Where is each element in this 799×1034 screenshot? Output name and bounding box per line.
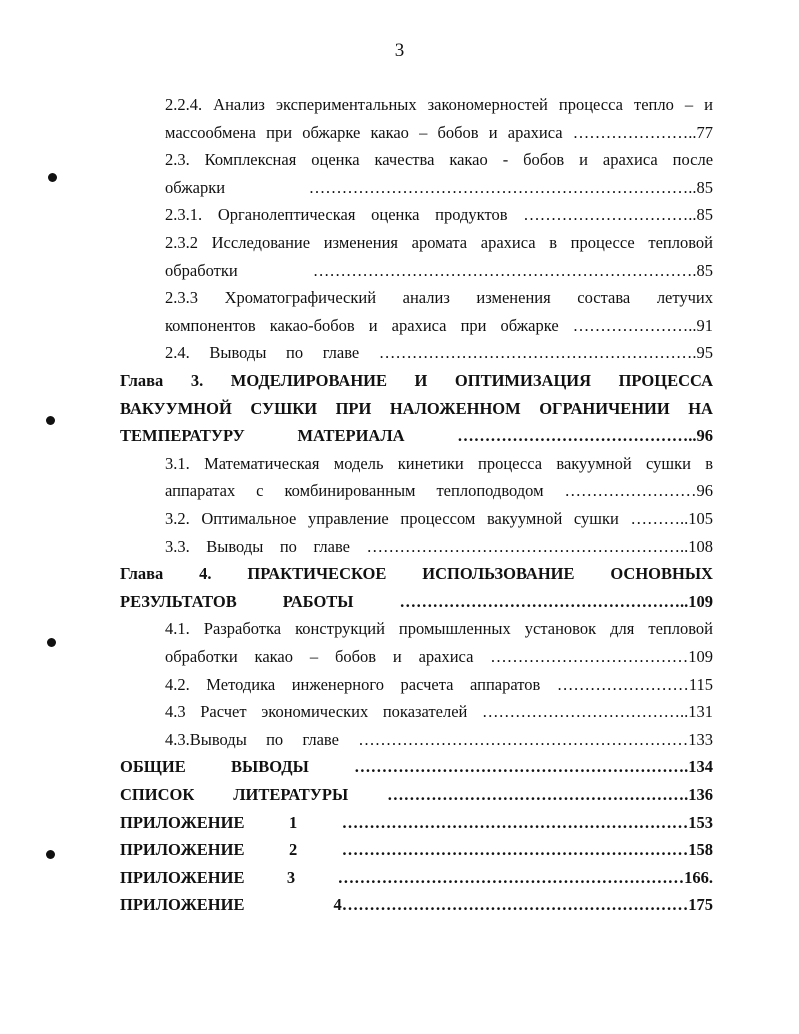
toc-section-line: ПРИЛОЖЕНИЕ 4………………………………………………………175 (120, 895, 713, 915)
toc-subsection-line: обработки какао – бобов и арахиса ………………………………109 (165, 647, 713, 666)
toc-section-line: РЕЗУЛЬТАТОВ РАБОТЫ ……………………………………………..109 (120, 591, 713, 611)
toc-subsection-line: 3.1. Математическая модель кинетики процесса вакуумной сушки в (165, 453, 714, 473)
toc-subsection-line: компонентов какао-бобов и арахиса при обжарке …………………..91 (165, 315, 714, 335)
binder-hole-mark (46, 416, 55, 425)
toc-subsection-line: 4.3.Выводы по главе ……………………………………………………133 (165, 729, 713, 749)
binder-hole-mark (46, 850, 55, 859)
toc-section-line: Глава 4. ПРАКТИЧЕСКОЕ ИСПОЛЬЗОВАНИЕ ОСНОВНЫХ (120, 564, 713, 584)
toc-subsection-line: обжарки ……………………………………………………………..85 (165, 177, 713, 197)
toc-subsection-line: 2.3.1. Органолептическая оценка продуктов …………………………..85 (165, 205, 713, 225)
toc-subsection-line: массообмена при обжарке какао – бобов и арахиса …………………..77 (165, 122, 713, 142)
toc-subsection-line: 3.2. Оптимальное управление процессом вакуумной сушки ………..105 (165, 509, 713, 528)
binder-hole-mark (47, 638, 56, 647)
toc-section-line: ПРИЛОЖЕНИЕ 3 ………………………………………………………166. (120, 867, 713, 887)
toc-subsection-line: 2.3.3 Хроматографический анализ изменения состава летучих (165, 288, 713, 308)
toc-section-line: Глава 3. МОДЕЛИРОВАНИЕ И ОПТИМИЗАЦИЯ ПРОЦЕССА (120, 371, 714, 390)
toc-subsection-line: 4.1. Разработка конструкций промышленных установок для тепловой (165, 619, 713, 639)
toc-subsection-line: 3.3. Выводы по главе …………………………………………………..108 (165, 536, 713, 556)
toc-subsection-line: 2.2.4. Анализ экспериментальных закономерностей процесса тепло – и (165, 95, 713, 114)
toc-section-line: ТЕМПЕРАТУРУ МАТЕРИАЛА ……………………………………..96 (120, 426, 713, 446)
toc-subsection-line: 2.4. Выводы по главе ………………………………………………….95 (165, 343, 713, 363)
toc-subsection-line: аппаратах с комбинированным теплоподводом ……………………96 (165, 481, 714, 501)
toc-subsection-line: обработки …………………………………………………………….85 (165, 260, 714, 280)
toc-section-line: СПИСОК ЛИТЕРАТУРЫ ……………………………………………….136 (120, 785, 713, 804)
toc-section-line: ОБЩИЕ ВЫВОДЫ …………………………………………………….134 (120, 757, 714, 777)
toc-subsection-line: 2.3.2 Исследование изменения аромата арахиса в процессе тепловой (165, 233, 713, 252)
toc-subsection-line: 4.2. Методика инженерного расчета аппаратов ……………………115 (165, 674, 713, 694)
toc-subsection-line: 4.3 Расчет экономических показателей ………………………………..131 (165, 702, 713, 722)
toc-section-line: ВАКУУМНОЙ СУШКИ ПРИ НАЛОЖЕННОМ ОГРАНИЧЕНИИ НА (120, 398, 713, 418)
toc-section-line: ПРИЛОЖЕНИЕ 2 ………………………………………………………158 (120, 840, 713, 860)
toc-subsection-line: 2.3. Комплексная оценка качества какао - бобов и арахиса после (165, 150, 714, 170)
page-number: 3 (394, 40, 405, 61)
binder-hole-mark (48, 173, 57, 182)
toc-section-line: ПРИЛОЖЕНИЕ 1 ………………………………………………………153 (120, 812, 713, 832)
